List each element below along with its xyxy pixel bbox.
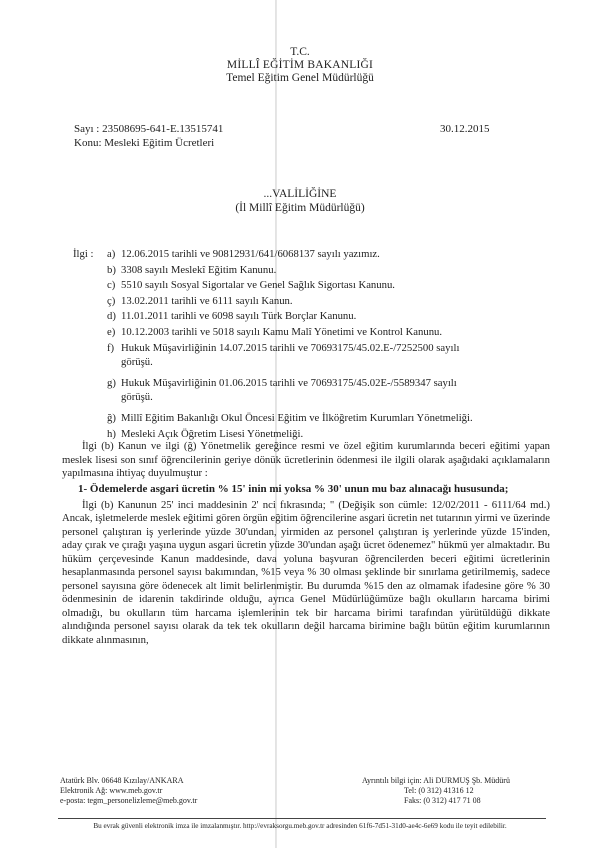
- footer-street: Atatürk Blv. 06648 Kızılay/ANKARA: [60, 776, 184, 785]
- document-number: Sayı : 23508695-641-E.13515741: [74, 123, 224, 135]
- references-list: [73, 247, 543, 441]
- reference-item: c) 5510 sayılı Sosyal Sigortalar ve Genel Sağlık Sigortası Kanunu.: [107, 279, 395, 292]
- letter-body: [62, 440, 550, 649]
- footer-website: Elektronik Ağ: www.meb.gov.tr: [60, 786, 163, 795]
- reference-item: g) Hukuk Müşavirliğinin 01.06.2015 tarihli ve 70693175/45.02E-/5589347 sayılı görüşü.: [107, 376, 457, 404]
- reference-item: İlgi : a) 12.06.2015 tarihli ve 90812931/641/6068137 sayılı yazımız.: [73, 248, 380, 260]
- reference-item: b) 3308 sayılı Meslekî Eğitim Kanunu.: [107, 263, 277, 276]
- references-label: İlgi :: [73, 248, 94, 260]
- footer-email: e-posta: tegm_personelizleme@meb.gov.tr: [60, 796, 198, 805]
- intro-paragraph: İlgi (b) Kanun ve ilgi (ğ) Yönetmelik gereğince resmi ve özel eğitim kurumlarında beceri eğitimi yapan meslek lisesi son sınıf öğrencilerinin geriye dönük ücretlerinin ödenmesi ile ilgili olarak aşağıdaki açıklamaların yapılmasına ihtiyaç duyulmuştur :: [62, 440, 550, 479]
- section-heading: 1- Ödemelerde asgari ücretin % 15' inin mi yoksa % 30' unun mu baz alınacağı hususunda;: [78, 482, 509, 495]
- addressee-title: ...VALİLİĞİNE: [263, 188, 337, 200]
- reference-item: d) 11.01.2011 tarihli ve 6098 sayılı Türk Borçlar Kanunu.: [107, 310, 357, 323]
- footer-contact: [362, 776, 510, 806]
- addressee-subtitle: (İl Millî Eğitim Müdürlüğü): [235, 202, 365, 214]
- e-signature-note: Bu evrak güvenli elektronik imza ile imzalanmıştır. http://evraksorgu.meb.gov.tr adresinden 61f6-7d51-31d0-ae4c-6e69 kodu ile teyit edilebilir.: [93, 822, 507, 830]
- document-subject: Konu: Mesleki Eğitim Ücretleri: [74, 137, 215, 149]
- header-ministry: MİLLÎ EĞİTİM BAKANLIĞI: [226, 59, 374, 71]
- footer-address: [60, 776, 197, 806]
- footer-fax: Faks: (0 312) 417 71 08: [404, 796, 481, 805]
- footer-phone: Tel: (0 312) 41316 12: [404, 786, 474, 795]
- footer-contact-person: Ayrıntılı bilgi için: Ali DURMUŞ Şb. Müdürü: [362, 776, 510, 785]
- reference-item: e) 10.12.2003 tarihli ve 5018 sayılı Kamu Malî Yönetimi ve Kontrol Kanunu.: [107, 325, 443, 338]
- reference-item: ğ) Millî Eğitim Bakanlığı Okul Öncesi Eğitim ve İlköğretim Kurumları Yönetmeliği.: [107, 411, 473, 424]
- reference-item: h) Mesleki Açık Öğretim Lisesi Yönetmeliği.: [107, 427, 304, 440]
- header-directorate: Temel Eğitim Genel Müdürlüğü: [226, 72, 374, 84]
- header-tc: T.C.: [290, 46, 310, 58]
- section-paragraph: İlgi (b) Kanunun 25' inci maddesinin 2' nci fıkrasında; " (Değişik son cümle: 12/02/2011 - 6111/64 md.) Ancak, işletmelerde meslek eğitimi gören örgün eğitim öğrencilerine asgari ücretin net tutarının yirmi ve üzerinde personel çalıştıran iş yerlerinde yüzde 30'undan, yirmiden az personel çalıştıran iş yerlerinde yüzde 15'inden, aday çırak ve çırağı yaşına uygun asgari ücretin yüzde 30'undan aşağı ücret ödenemez" hükmü yer almaktadır. Bu hüküm çerçevesinde Kanun maddesinde, dava yoluna başvuran öğrencilerden beceri eğitimi ücretlerinin hesaplanmasında personel sayısı bakımından, %15 veya % 30 olması şeklinde bir sınırlama getirilmemiş, sadece personel sayısına göre ödenecek alt limit belirlenmiştir. Bu durumda %15 den az olmamak ifadesine göre % 30 ödenmesinin de idarenin takdirinde olduğu, ayrıca Genel Müdürlüğümüze bağlı okulların harcama birimi olmadığı, bu okulların tüm harcama işlemlerinin tek bir harcama birimi tarafından yürütüldüğü dikkate alındığında personel sayısı olarak da tek tek okulların değil harcama birimine bağlı bütün eğitim kurumlarının dikkate alınmasının,: [62, 498, 550, 646]
- reference-item: ç) 13.02.2011 tarihli ve 6111 sayılı Kanun.: [107, 294, 293, 307]
- reference-item: f) Hukuk Müşavirliğinin 14.07.2015 tarihli ve 70693175/45.02.E-/7252500 sayılı görüşü.: [107, 341, 460, 369]
- document-date: 30.12.2015: [440, 123, 490, 135]
- footer-divider: [58, 818, 546, 819]
